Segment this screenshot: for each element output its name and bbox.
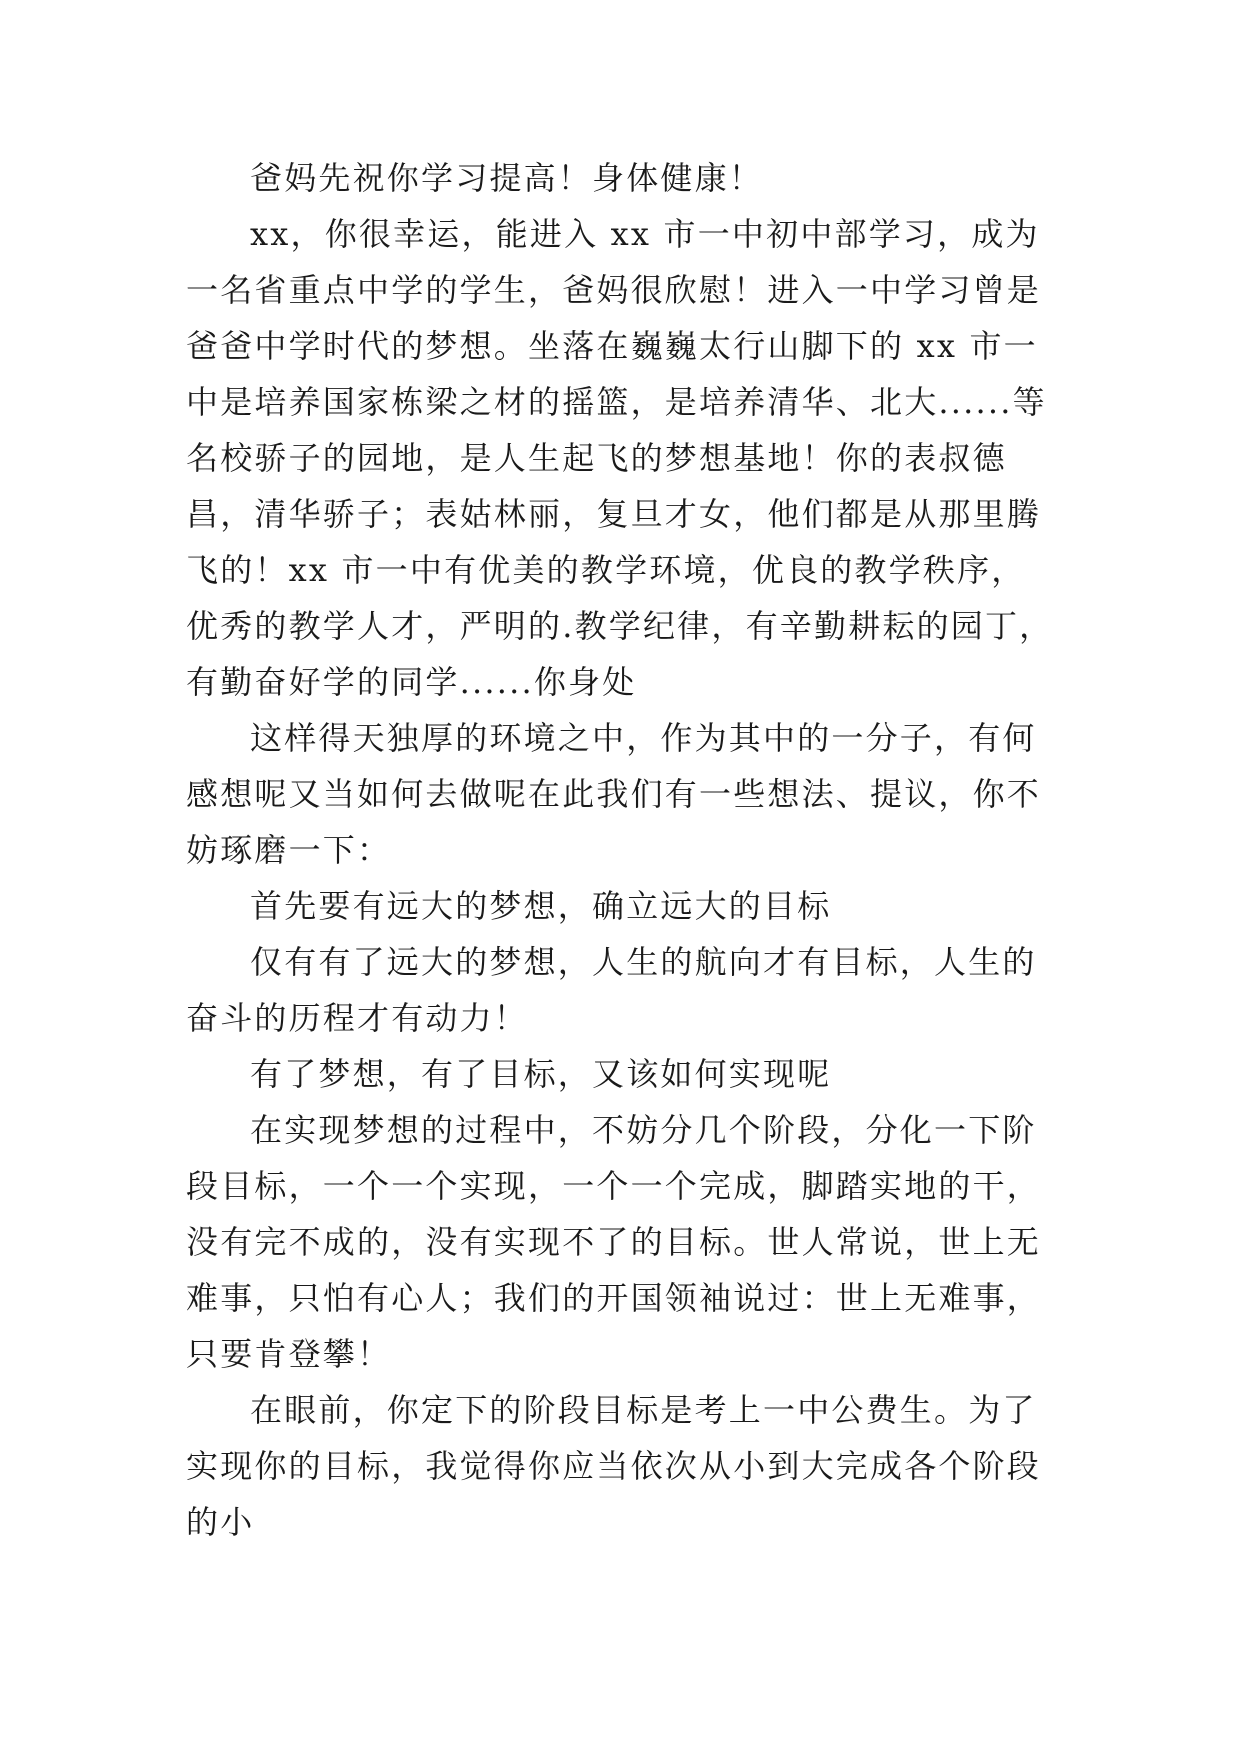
paragraph-dream-motivation: 仅有有了远大的梦想，人生的航向才有目标，人生的奋斗的历程才有动力！ bbox=[186, 943, 1037, 1037]
letter-body bbox=[186, 150, 1056, 1550]
paragraph-environment: 这样得天独厚的环境之中，作为其中的一分子，有何感想呢又当如何去做呢在此我们有一些想法、提议，你不妨琢磨一下： bbox=[186, 719, 1042, 869]
paragraph-greeting: 爸妈先祝你学习提高！身体健康！ bbox=[250, 159, 764, 197]
paragraph-school-intro: xx，你很幸运，能进入 xx 市一中初中部学习，成为一名省重点中学的学生，爸妈很欣慰！进入一中学习曾是爸爸中学时代的梦想。坐落在巍巍太行山脚下的 xx 市一中是培养国家栋梁之材的摇篮，是培养清华、北大......等名校骄子的园地，是人生起飞的梦想基地！你的表叔德昌，清华骄子；表姑林丽，复旦才女，他们都是从那里腾飞的！xx 市一中有优美的教学环境，优良的教学秩序，优秀的教学人才，严明的.教学纪律，有辛勤耕耘的园丁，有勤奋好学的同学......你身处 bbox=[186, 215, 1054, 701]
paragraph-how-to-achieve: 有了梦想，有了目标，又该如何实现呢 bbox=[250, 1055, 832, 1093]
paragraph-stages: 在实现梦想的过程中，不妨分几个阶段，分化一下阶段目标，一个一个实现，一个一个完成，脚踏实地的干，没有完不成的，没有实现不了的目标。世人常说，世上无难事，只怕有心人；我们的开国领袖说过：世上无难事，只要肯登攀！ bbox=[186, 1111, 1042, 1373]
paragraph-current-goal: 在眼前，你定下的阶段目标是考上一中公费生。为了实现你的目标，我觉得你应当依次从小到大完成各个阶段的小 bbox=[186, 1391, 1042, 1541]
paragraph-goal-heading: 首先要有远大的梦想，确立远大的目标 bbox=[250, 887, 832, 925]
